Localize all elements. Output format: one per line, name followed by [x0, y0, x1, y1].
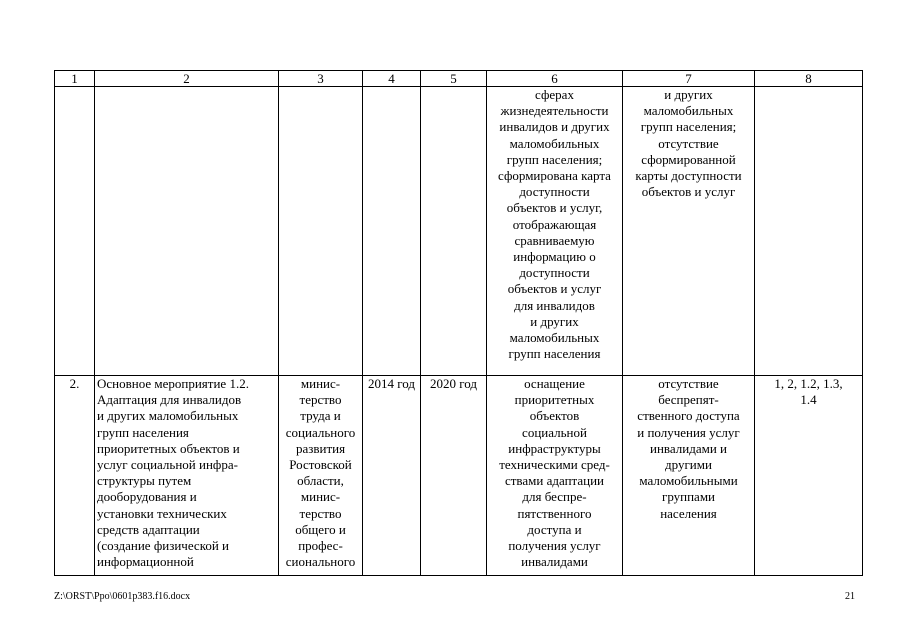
text-line: маломобильных — [643, 103, 734, 119]
text-line: объектов — [529, 408, 580, 424]
header-col-7: 7 — [623, 71, 755, 87]
text-line: приоритетных объектов и — [97, 440, 240, 456]
table-row — [55, 376, 863, 576]
text-line: информационной — [97, 554, 194, 570]
text-line: карты доступности — [635, 168, 742, 184]
text-line: маломобильных — [509, 135, 600, 151]
row1-col3 — [279, 87, 363, 376]
text-line: доступа и — [527, 521, 582, 537]
row2-measure-cell — [95, 376, 279, 576]
text-line: техническими сред- — [499, 457, 610, 473]
row2-executor-cell — [279, 376, 363, 576]
row1-col2 — [95, 87, 279, 376]
text-line: терство — [299, 505, 342, 521]
text-line: социального — [285, 424, 356, 440]
text-line: маломобильных — [509, 330, 600, 346]
text-line: труда и — [300, 408, 341, 424]
table-row — [55, 87, 863, 376]
text-line: отсутствие — [658, 376, 719, 391]
text-line: групп населения — [97, 424, 189, 440]
text-line: услуг социальной инфра- — [97, 457, 238, 473]
text-line: беспрепят- — [658, 392, 719, 408]
footer-file-path: Z:\ORST\Ppo\0601p383.f16.docx — [54, 591, 191, 602]
text-line: общего и — [295, 521, 346, 537]
header-col-3: 3 — [279, 71, 363, 87]
row2-result-cell — [487, 376, 623, 576]
text-line: Основное мероприятие 1.2. — [97, 376, 249, 391]
text-line: для беспре- — [522, 489, 587, 505]
row1-col8 — [755, 87, 863, 376]
text-line: отсутствие — [658, 135, 719, 151]
text-line: и получения услуг — [637, 424, 740, 440]
text-line: терство — [299, 392, 342, 408]
text-line: (создание физической и — [97, 538, 230, 554]
text-line: социальной — [522, 424, 587, 440]
row2-end-year: 2020 год — [421, 376, 487, 576]
text-line: сферах — [535, 87, 574, 102]
text-line: для инвалидов — [514, 297, 595, 313]
text-line: 1, 2, 1.2, 1.3, — [774, 376, 843, 391]
document-table — [54, 70, 863, 576]
text-line: профес- — [298, 538, 343, 554]
text-line: получения услуг — [508, 538, 601, 554]
text-line: минис- — [300, 376, 341, 391]
text-line: минис- — [300, 489, 341, 505]
row2-consequence-cell — [623, 376, 755, 576]
text-line: дооборудования и — [97, 489, 197, 505]
text-line: объектов и услуг — [507, 281, 602, 297]
text-line: средств адаптации — [97, 521, 200, 537]
text-line: инвалидами — [521, 554, 588, 570]
row2-start-year: 2014 год — [363, 376, 421, 576]
text-line: и других маломобильных — [97, 408, 239, 424]
text-line: доступности — [519, 265, 590, 281]
row2-number: 2. — [55, 376, 95, 576]
row1-col4 — [363, 87, 421, 376]
header-col-5: 5 — [421, 71, 487, 87]
header-col-1: 1 — [55, 71, 95, 87]
row1-result-cell — [487, 87, 623, 376]
text-line: жизнедеятельности — [500, 103, 609, 119]
text-line: ственного доступа — [637, 408, 740, 424]
text-line: объектов и услуг, — [506, 200, 603, 216]
row2-indicators-cell — [755, 376, 863, 576]
header-col-8: 8 — [755, 71, 863, 87]
row1-col5 — [421, 87, 487, 376]
text-line: и других — [664, 87, 713, 102]
text-line: отображающая — [512, 216, 597, 232]
text-line: установки технических — [97, 505, 227, 521]
text-line: сравниваемую — [514, 232, 595, 248]
text-line: групп населения; — [640, 119, 737, 135]
text-line: маломобильными — [639, 473, 738, 489]
text-line: группами — [661, 489, 716, 505]
text-line: инвалидами и — [650, 440, 727, 456]
row1-num — [55, 87, 95, 376]
text-line: развития — [295, 440, 346, 456]
header-col-6: 6 — [487, 71, 623, 87]
text-line: сформированной — [641, 151, 736, 167]
text-line: пятственного — [517, 505, 592, 521]
text-line: Ростовской — [289, 457, 352, 473]
header-col-4: 4 — [363, 71, 421, 87]
text-line: доступности — [519, 184, 590, 200]
text-line: инфраструктуры — [508, 440, 601, 456]
text-line: групп населения; — [506, 151, 603, 167]
text-line: оснащение — [524, 376, 585, 391]
text-line: области, — [297, 473, 344, 489]
header-row — [55, 71, 863, 87]
text-line: Адаптация для инвалидов — [97, 392, 242, 408]
text-line: информацию о — [513, 249, 596, 265]
header-col-2: 2 — [95, 71, 279, 87]
text-line: групп населения — [508, 346, 601, 362]
text-line: 1.4 — [800, 392, 817, 408]
footer-page-number: 21 — [845, 591, 855, 602]
text-line: населения — [660, 505, 717, 521]
text-line: и других — [530, 313, 579, 329]
text-line: инвалидов и других — [499, 119, 610, 135]
text-line: другими — [665, 457, 712, 473]
row1-consequence-cell — [623, 87, 755, 376]
text-line: сионального — [285, 554, 356, 570]
text-line: структуры путем — [97, 473, 192, 489]
text-line: приоритетных — [514, 392, 595, 408]
text-line: объектов и услуг — [641, 184, 736, 200]
text-line: сформирована карта — [498, 168, 611, 184]
text-line: ствами адаптации — [504, 473, 605, 489]
